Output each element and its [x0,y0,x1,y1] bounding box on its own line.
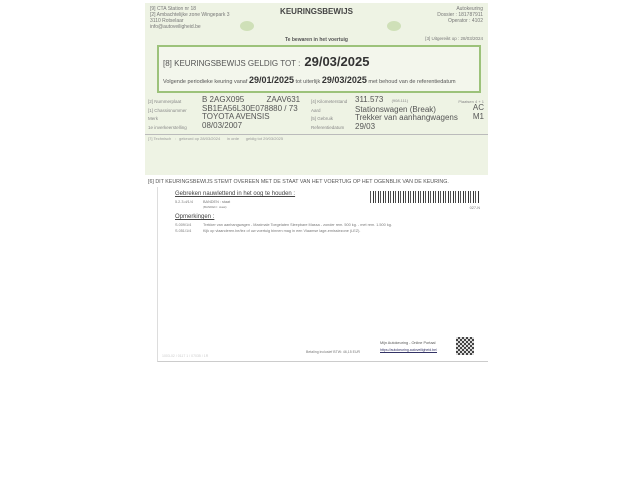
label: Aard [311,107,321,113]
mileage-extra: (908.111) [391,98,409,103]
defect-item [175,200,230,204]
vehicle-type: Stationswagen (Break) [355,104,436,114]
mileage: 311.573 [355,95,384,104]
validity-box [157,45,481,93]
text: Kijk op vlaanderen.be/lez of uw voertuig binnen mag in een Vlaamse lage-emissiezone (LEZ). [203,229,361,233]
address-line: 3110 Rotselaar [150,18,184,24]
dossier-info [437,6,483,24]
validity-label: [8] KEURINGSBEWIJS GELDIG TOT : [163,59,301,68]
eye-logo-icon [240,21,254,31]
valid-until-date: 29/03/2025 [304,54,370,69]
label: Merk [148,116,158,121]
remarks-heading: Opmerkingen : [175,214,215,220]
label: 1e inverkeerstelling [148,124,187,130]
defects-heading: Gebreken nauwlettend in het oog te houden : [175,191,296,197]
fee: Betaling inclusief BTW: 46,15 EUR [306,350,361,354]
vehicle-labels-left [148,98,187,132]
technical-result: [7] Technisch : gekeurd op 28/03/2024 in orde geldig tot 29/03/2025 [148,136,284,141]
vehicle-values-left [202,96,300,130]
vehicle-labels-right [311,98,347,132]
remarks-box [157,187,488,362]
defect-ref: 027-N [469,206,480,210]
remark-item [175,229,360,233]
address-line: [9] CTA Station nr 18 [150,6,197,12]
label: [5] Gebruik [311,116,334,121]
document-title: KEURINGSBEWIJS [280,7,353,16]
inspection-certificate [145,3,488,365]
first-registration: 08/03/2007 [202,120,243,130]
address-line: info@autoveiligheid.be [150,24,201,30]
footer-code: 1003-02 / 0117 1 / 07035 / 1R [162,354,209,358]
reference-date: 29/03 [355,121,376,131]
make-model: TOYOTA AVENSIS [202,112,270,121]
places: Plaatsen 4 + 1 [458,99,484,104]
vehicle-values-right [355,96,458,131]
certificate-header-area [145,3,488,175]
text: met behoud van de referentiedatum [368,79,456,85]
code: S.051/1/4 [175,229,192,233]
remark-item [175,223,392,227]
document-subtitle: Te bewaren in het voertuig [285,37,348,43]
label: [1] Chassisnummer [148,107,187,113]
dossier-line: Operator : 4102 [447,18,483,24]
body-code: AC [472,103,484,112]
code: S.009/1/4 [175,223,192,227]
license-plate: B 2AGX095 ZAAV631 [202,95,301,104]
divider [145,134,488,135]
next-inspection-line [163,75,456,85]
portal-title: Mijn Autokeuring - Online Portaal [380,341,436,345]
chassis-number: SB1EA56L30E078880 / 73 [202,103,298,113]
portal-link[interactable]: https://autokeuring.autoveiligheid.be/ [380,348,438,352]
text: tot uiterlijk [295,79,321,85]
eye-logo-icon [387,21,401,31]
text: Volgende periodieke keuring vanaf [163,79,248,85]
barcode [370,191,480,203]
vehicle-codes [473,104,484,121]
label: [2] Nummerplaat [148,99,182,104]
label: Referentiedatum [311,124,345,130]
issue-date: [3] Uitgereikt op : 28/03/2024 [425,36,483,41]
to-date: 29/03/2025 [321,75,367,85]
address-line: [2] Ambachtelijke zone Wingepark 3 [150,12,230,18]
statement: [6] DIT KEURINGSBEWIJS STEMT OVEREEN MET DE STAAT VAN HET VOERTUIG OP HET OGENBLIK VAN DE KEURING. [148,179,449,185]
from-date: 29/01/2025 [248,75,294,85]
dossier-line: Dossier : 181787911 [437,12,483,18]
code: 5.2.3.d/1/4 [175,200,193,204]
text: BANDEN : staat [203,200,231,204]
defect-sub: (BANDEN : staat) [203,205,227,209]
validity-line [163,54,369,69]
text: Trekker van aanhangwagen - Maximale Toegelaten Sleepbare Massa - zonder rem. 500 kg. - met rem. 1.500 kg. [203,223,392,227]
qr-code [456,337,474,355]
dossier-line: Autokeuring [456,6,483,12]
usage: Trekker van aanhangwagens [355,113,458,122]
label: [4] Kilometerstand [311,99,348,104]
category-code: M1 [472,111,484,121]
